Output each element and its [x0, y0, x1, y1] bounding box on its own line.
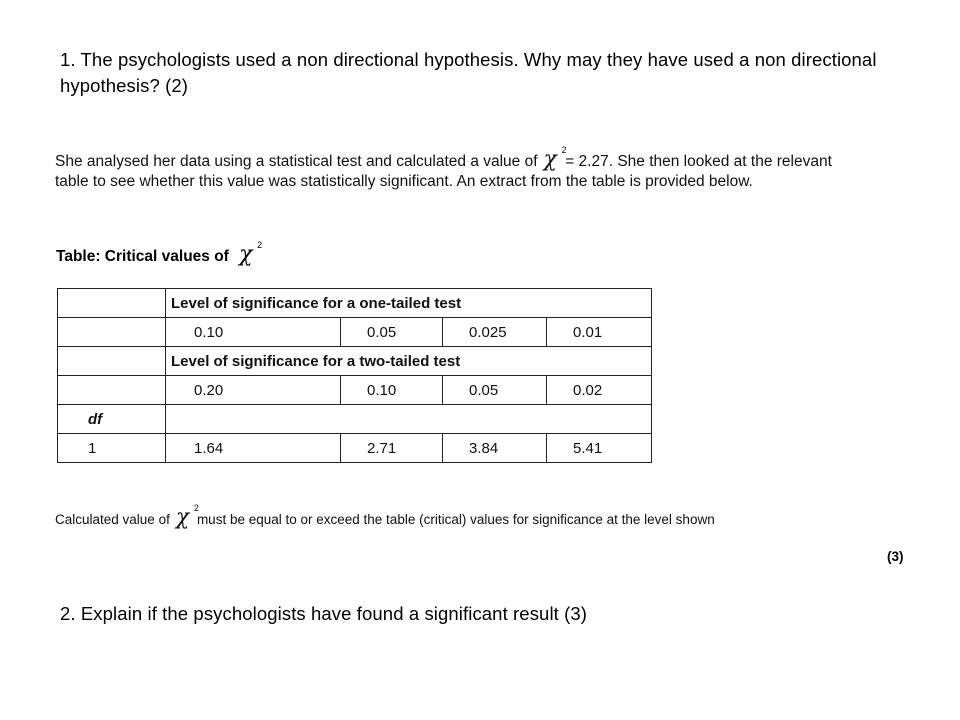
chi-squared-symbol [175, 503, 199, 530]
intro-text-start: She analysed her data using a statistical test and calculated a value of [55, 153, 538, 170]
critical-value-cell: 5.41 [547, 434, 652, 463]
empty-cell [166, 405, 652, 434]
df-header-row [58, 405, 652, 434]
one-tailed-header: Level of significance for a one-tailed test [166, 289, 652, 318]
table-note [55, 503, 755, 530]
chi-letter: χ [239, 242, 253, 267]
one-tailed-levels-row [58, 318, 652, 347]
critical-values-table [57, 288, 652, 463]
level-cell: 0.05 [443, 376, 547, 405]
critical-value-cell: 2.71 [341, 434, 443, 463]
chi-squared-symbol [239, 240, 263, 267]
level-cell: 0.20 [166, 376, 341, 405]
chi-letter: χ [543, 147, 557, 172]
chi-power: 2 [561, 145, 567, 155]
level-cell: 0.05 [341, 318, 443, 347]
empty-cell [58, 347, 166, 376]
level-cell: 0.10 [166, 318, 341, 347]
empty-cell [58, 376, 166, 405]
level-cell: 0.10 [341, 376, 443, 405]
note-text-start: Calculated value of [55, 512, 170, 527]
table-row [58, 434, 652, 463]
chi-squared-symbol [543, 145, 567, 172]
note-text-end: must be equal to or exceed the table (critical) values for significance at the level shown [196, 512, 715, 527]
df-value: 1 [58, 434, 166, 463]
critical-value-cell: 1.64 [166, 434, 341, 463]
table-title-text: Table: Critical values of [56, 248, 229, 265]
empty-cell [58, 318, 166, 347]
two-tailed-header: Level of significance for a two-tailed test [166, 347, 652, 376]
df-label: df [58, 405, 166, 434]
chi-power: 2 [257, 240, 263, 250]
table-title [56, 240, 263, 269]
chi-letter: χ [175, 505, 190, 530]
level-cell: 0.01 [547, 318, 652, 347]
chi-power: 2 [193, 503, 199, 513]
one-tailed-header-row [58, 289, 652, 318]
two-tailed-header-row [58, 347, 652, 376]
level-cell: 0.02 [547, 376, 652, 405]
intro-text-end: = 2.27. She then looked at the relevant table to see whether this value was statistically significant. An extract from the table is provided below. [55, 153, 832, 190]
marks-label: (3) [887, 549, 904, 564]
two-tailed-levels-row [58, 376, 652, 405]
question-1-text: 1. The psychologists used a non directional hypothesis. Why may they have used a non directional hypothesis? (2) [60, 49, 877, 96]
extract-intro [55, 145, 855, 192]
question-2-text: 2. Explain if the psychologists have found a significant result (3) [60, 603, 588, 624]
level-cell: 0.025 [443, 318, 547, 347]
empty-cell [58, 289, 166, 318]
critical-value-cell: 3.84 [443, 434, 547, 463]
